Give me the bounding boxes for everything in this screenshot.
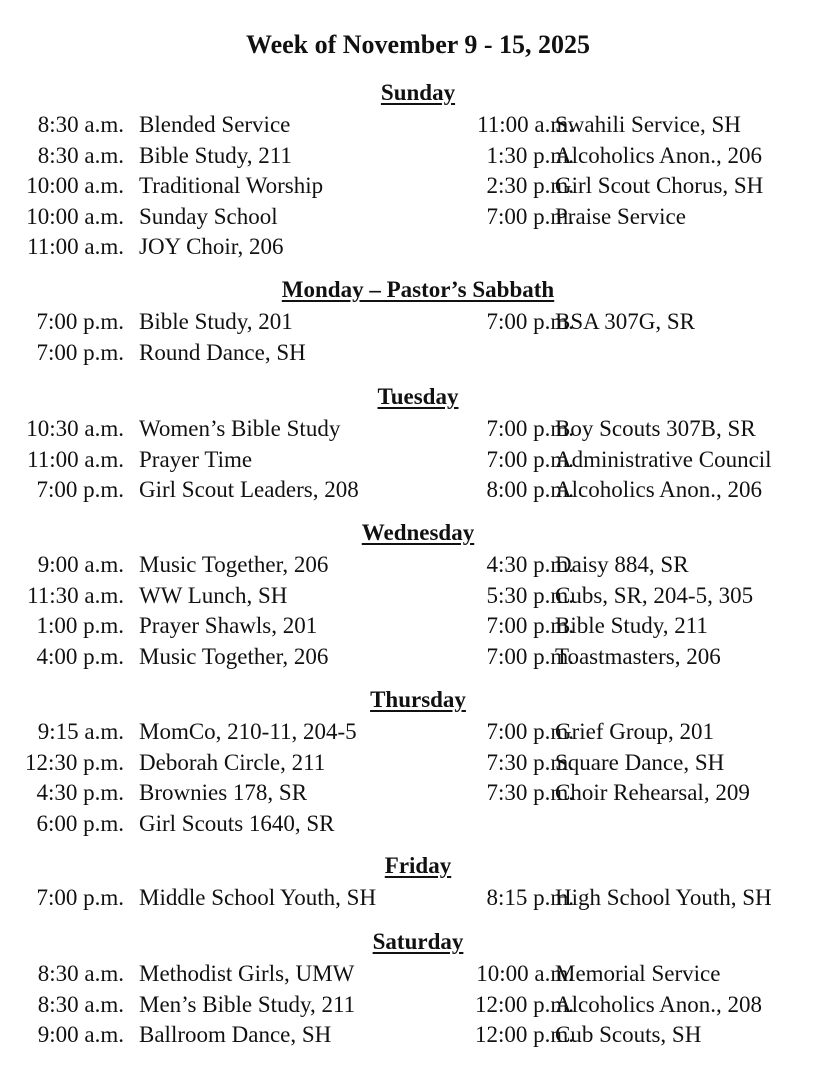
event-time: 7:00 p.m. bbox=[486, 416, 574, 441]
event-row bbox=[436, 202, 836, 233]
event-row bbox=[436, 611, 836, 642]
event-time: 12:30 p.m. bbox=[24, 749, 124, 775]
event-row bbox=[436, 778, 836, 809]
day-section-thursday bbox=[0, 687, 836, 836]
event-row bbox=[436, 959, 836, 990]
day-heading: Sunday bbox=[380, 80, 456, 105]
event-row bbox=[0, 717, 436, 748]
event-row bbox=[436, 171, 836, 202]
event-time: 8:30 a.m. bbox=[37, 112, 124, 137]
event-time: 7:00 p.m. bbox=[486, 643, 574, 669]
event-time: 7:00 p.m. bbox=[486, 719, 574, 744]
event-time: 4:00 p.m. bbox=[36, 643, 124, 669]
event-name: Round Dance, SH bbox=[139, 339, 306, 365]
day-section-monday bbox=[0, 277, 836, 365]
event-time: 11:00 a.m. bbox=[477, 112, 574, 137]
left-column bbox=[0, 414, 436, 506]
right-column bbox=[436, 717, 836, 809]
event-name: Girl Scout Chorus, SH bbox=[555, 173, 764, 198]
event-row bbox=[436, 550, 836, 581]
event-name: Traditional Worship bbox=[139, 173, 324, 198]
event-row bbox=[0, 642, 436, 673]
event-time: 12:00 p.m. bbox=[474, 1022, 574, 1047]
event-time: 11:00 a.m. bbox=[27, 446, 124, 472]
event-time: 7:00 p.m. bbox=[486, 446, 574, 472]
event-name: Bible Study, 211 bbox=[555, 613, 708, 638]
right-column bbox=[436, 110, 836, 232]
day-section-saturday bbox=[0, 929, 836, 1047]
event-name: Alcoholics Anon., 208 bbox=[555, 991, 762, 1017]
page-title: Week of November 9 - 15, 2025 bbox=[246, 30, 590, 59]
event-row bbox=[436, 141, 836, 172]
event-name: Grief Group, 201 bbox=[555, 719, 715, 744]
event-time: 7:30 p.m. bbox=[486, 780, 574, 805]
event-name: Music Together, 206 bbox=[139, 643, 329, 669]
event-name: Alcoholics Anon., 206 bbox=[555, 142, 762, 168]
event-row bbox=[0, 141, 436, 172]
event-time: 10:30 a.m. bbox=[26, 416, 124, 441]
event-row bbox=[0, 414, 436, 445]
event-time: 8:00 p.m. bbox=[486, 477, 574, 502]
event-row bbox=[436, 748, 836, 779]
event-row bbox=[0, 778, 436, 809]
event-time: 1:30 p.m. bbox=[486, 142, 574, 168]
day-section-wednesday bbox=[0, 520, 836, 669]
event-row bbox=[0, 475, 436, 506]
event-row bbox=[436, 414, 836, 445]
left-column bbox=[0, 717, 436, 839]
event-name: Memorial Service bbox=[555, 961, 721, 986]
event-name: JOY Choir, 206 bbox=[139, 234, 284, 259]
day-heading: Monday – Pastor’s Sabbath bbox=[281, 277, 555, 302]
event-row bbox=[0, 990, 436, 1021]
event-row bbox=[0, 959, 436, 990]
event-time: 12:00 p.m. bbox=[474, 991, 574, 1017]
event-row bbox=[0, 171, 436, 202]
day-heading: Wednesday bbox=[361, 520, 475, 545]
event-row bbox=[436, 990, 836, 1021]
event-time: 7:00 p.m. bbox=[486, 309, 574, 334]
event-name: Middle School Youth, SH bbox=[139, 885, 377, 910]
event-name: MomCo, 210-11, 204-5 bbox=[139, 719, 357, 744]
event-row bbox=[436, 307, 836, 338]
event-row bbox=[0, 748, 436, 779]
event-time: 4:30 p.m. bbox=[36, 780, 124, 805]
day-heading: Friday bbox=[384, 853, 452, 878]
event-name: Prayer Time bbox=[139, 446, 253, 472]
event-name: Blended Service bbox=[139, 112, 291, 137]
event-row bbox=[436, 642, 836, 673]
right-column bbox=[436, 307, 836, 338]
event-time: 7:00 p.m. bbox=[486, 203, 574, 229]
event-name: Swahili Service, SH bbox=[555, 112, 741, 137]
day-section-sunday bbox=[0, 80, 836, 259]
day-heading: Saturday bbox=[372, 929, 464, 954]
event-name: Alcoholics Anon., 206 bbox=[555, 477, 762, 502]
event-row bbox=[436, 1020, 836, 1051]
event-name: Praise Service bbox=[555, 203, 686, 229]
event-row bbox=[436, 717, 836, 748]
event-time: 8:30 a.m. bbox=[37, 961, 124, 986]
event-row bbox=[436, 110, 836, 141]
event-time: 9:15 a.m. bbox=[37, 719, 124, 744]
event-row bbox=[0, 110, 436, 141]
left-column bbox=[0, 307, 436, 368]
event-name: BSA 307G, SR bbox=[555, 309, 695, 334]
event-time: 7:00 p.m. bbox=[36, 339, 124, 365]
event-name: Girl Scout Leaders, 208 bbox=[139, 477, 359, 502]
event-name: Square Dance, SH bbox=[555, 749, 725, 775]
event-name: Deborah Circle, 211 bbox=[139, 749, 326, 775]
event-row bbox=[0, 550, 436, 581]
event-name: Sunday School bbox=[139, 203, 278, 229]
event-time: 9:00 a.m. bbox=[37, 552, 124, 577]
event-name: Cubs, SR, 204-5, 305 bbox=[555, 582, 754, 608]
event-row bbox=[0, 202, 436, 233]
event-time: 4:30 p.m. bbox=[486, 552, 574, 577]
event-time: 10:00 a.m. bbox=[26, 173, 124, 198]
event-name: Cub Scouts, SH bbox=[555, 1022, 702, 1047]
left-column bbox=[0, 110, 436, 263]
event-name: Toastmasters, 206 bbox=[555, 643, 721, 669]
event-time: 8:30 a.m. bbox=[37, 991, 124, 1017]
event-time: 9:00 a.m. bbox=[37, 1022, 124, 1047]
event-time: 7:00 p.m. bbox=[486, 613, 574, 638]
event-time: 2:30 p.m. bbox=[486, 173, 574, 198]
event-time: 6:00 p.m. bbox=[36, 810, 124, 836]
event-row bbox=[0, 883, 436, 914]
left-column bbox=[0, 550, 436, 672]
event-name: Girl Scouts 1640, SR bbox=[139, 810, 335, 836]
event-name: Methodist Girls, UMW bbox=[139, 961, 355, 986]
event-time: 8:30 a.m. bbox=[37, 142, 124, 168]
event-row bbox=[0, 232, 436, 263]
right-column bbox=[436, 959, 836, 1051]
event-time: 7:00 p.m. bbox=[36, 477, 124, 502]
day-section-friday bbox=[0, 853, 836, 910]
event-name: Women’s Bible Study bbox=[139, 416, 341, 441]
event-row bbox=[0, 611, 436, 642]
event-time: 1:00 p.m. bbox=[36, 613, 124, 638]
event-time: 7:00 p.m. bbox=[36, 309, 124, 334]
event-name: Ballroom Dance, SH bbox=[139, 1022, 332, 1047]
event-time: 10:00 a.m. bbox=[476, 961, 574, 986]
event-name: Boy Scouts 307B, SR bbox=[555, 416, 756, 441]
right-column bbox=[436, 883, 836, 914]
event-name: Brownies 178, SR bbox=[139, 780, 308, 805]
event-name: WW Lunch, SH bbox=[139, 582, 288, 608]
event-name: Men’s Bible Study, 211 bbox=[139, 991, 356, 1017]
event-name: Administrative Council bbox=[555, 446, 772, 472]
event-time: 10:00 a.m. bbox=[26, 203, 124, 229]
event-row bbox=[436, 581, 836, 612]
day-heading: Thursday bbox=[370, 687, 466, 712]
event-time: 7:30 p.m. bbox=[486, 749, 574, 775]
event-time: 5:30 p.m. bbox=[486, 582, 574, 608]
day-heading: Tuesday bbox=[377, 384, 459, 409]
left-column bbox=[0, 883, 436, 914]
left-column bbox=[0, 959, 436, 1051]
event-row bbox=[0, 1020, 436, 1051]
event-name: Bible Study, 201 bbox=[139, 309, 293, 334]
event-time: 8:15 p.m. bbox=[486, 885, 574, 910]
right-column bbox=[436, 414, 836, 506]
event-row bbox=[436, 883, 836, 914]
event-name: Music Together, 206 bbox=[139, 552, 329, 577]
event-row bbox=[436, 475, 836, 506]
event-row bbox=[0, 445, 436, 476]
event-row bbox=[0, 307, 436, 338]
event-row bbox=[0, 581, 436, 612]
event-row bbox=[436, 445, 836, 476]
event-name: Choir Rehearsal, 209 bbox=[555, 780, 750, 805]
event-name: Daisy 884, SR bbox=[555, 552, 689, 577]
event-row bbox=[0, 338, 436, 369]
event-name: Prayer Shawls, 201 bbox=[139, 613, 318, 638]
event-time: 11:30 a.m. bbox=[27, 582, 124, 608]
right-column bbox=[436, 550, 836, 672]
event-time: 11:00 a.m. bbox=[27, 234, 124, 259]
event-name: High School Youth, SH bbox=[555, 885, 772, 910]
event-row bbox=[0, 809, 436, 840]
event-time: 7:00 p.m. bbox=[36, 885, 124, 910]
event-name: Bible Study, 211 bbox=[139, 142, 292, 168]
day-section-tuesday bbox=[0, 384, 836, 502]
